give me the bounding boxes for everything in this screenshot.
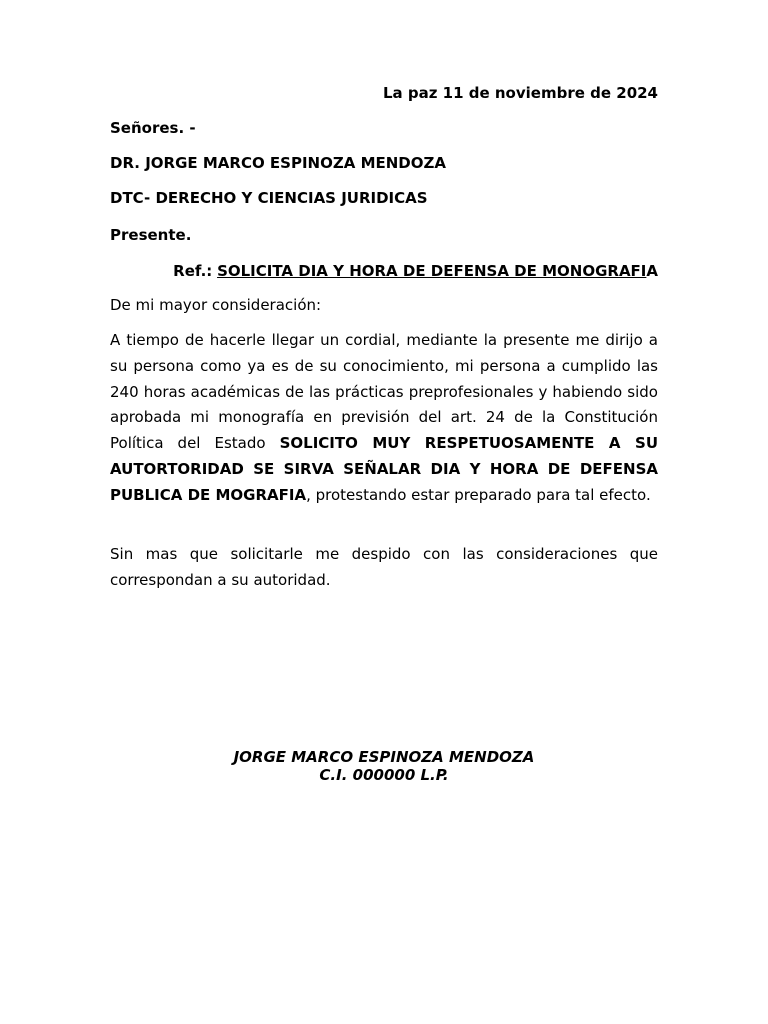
reference-label: Ref.: bbox=[173, 262, 213, 280]
signature-block bbox=[0, 748, 768, 784]
salutation: Señores. - bbox=[110, 119, 196, 137]
closing-paragraph: Sin mas que solicitarle me despido con las consideraciones que correspondan a su autoridad. bbox=[110, 545, 658, 589]
presente-line: Presente. bbox=[110, 226, 192, 244]
body-intro: A tiempo de hacerle llegar un cordial, mediante la presente me dirijo a su persona como ya es de su conocimiento, mi persona a cumplido las 240 horas académicas de las prácticas preprofesionales y habiendo sido aprobada mi monografía en previsión del art. 24 de la Constitución Política del Estado bbox=[110, 331, 658, 453]
signature-name: JORGE MARCO ESPINOZA MENDOZA bbox=[233, 748, 535, 766]
signature-ci: C.I. 000000 L.P. bbox=[319, 766, 449, 784]
reference-subject-tail: A bbox=[646, 262, 658, 280]
recipient-name: DR. JORGE MARCO ESPINOZA MENDOZA bbox=[110, 154, 446, 172]
recipient-department: DTC- DERECHO Y CIENCIAS JURIDICAS bbox=[110, 189, 428, 207]
body-end: , protestando estar preparado para tal efecto. bbox=[306, 485, 651, 504]
greeting: De mi mayor consideración: bbox=[110, 296, 322, 314]
body-paragraph bbox=[110, 328, 658, 509]
body-request: SOLICITO MUY RESPETUOSAMENTE A SU AUTORTORIDAD SE SIRVA SEÑALAR DIA Y HORA DE DEFENSA PUBLICA DE MOGRAFIA bbox=[110, 434, 658, 504]
letter-date: La paz 11 de noviembre de 2024 bbox=[382, 84, 658, 102]
reference-line bbox=[173, 262, 658, 280]
reference-subject: SOLICITA DIA Y HORA DE DEFENSA DE MONOGRAFI bbox=[217, 262, 647, 280]
